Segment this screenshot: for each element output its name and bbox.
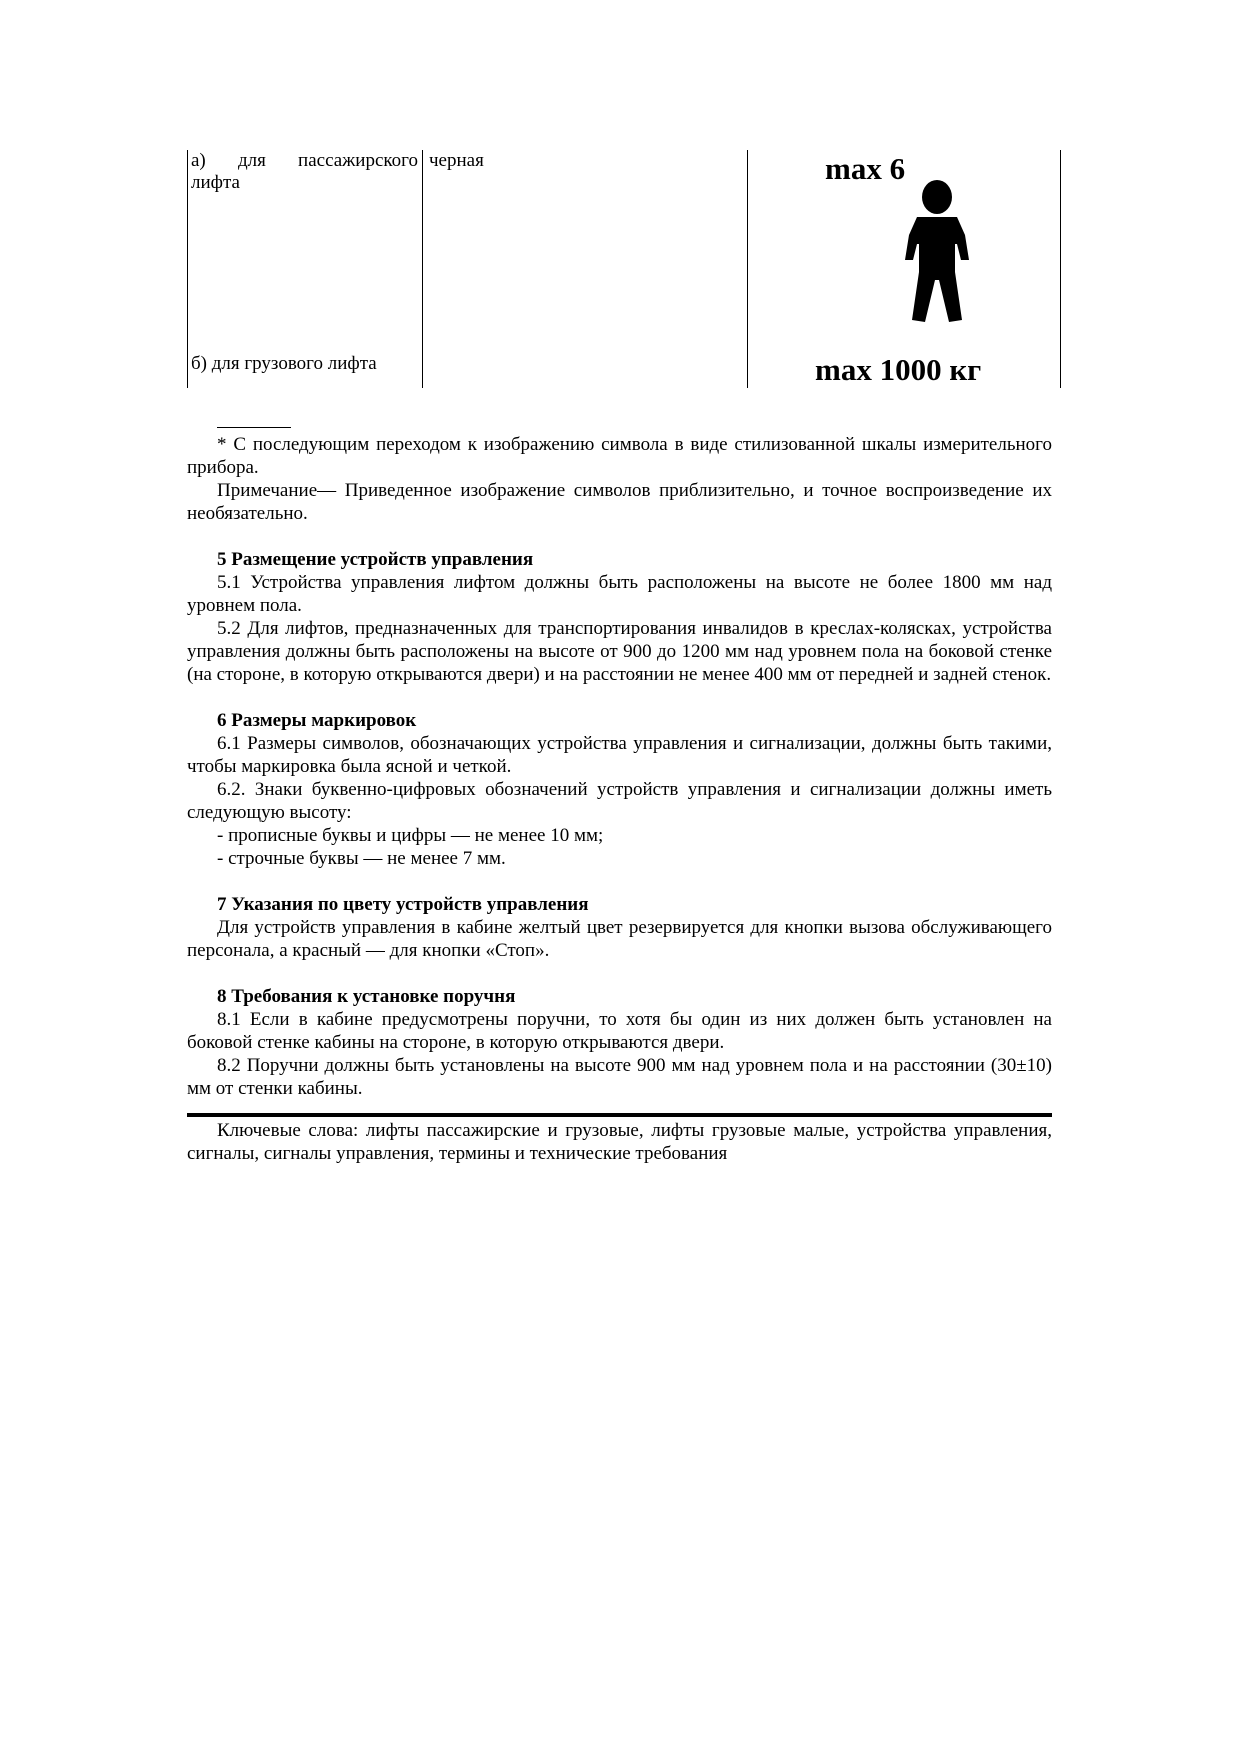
row-a-word: а) xyxy=(191,150,206,171)
list-item-uppercase: - прописные буквы и цифры — не менее 10 мм; xyxy=(217,825,604,846)
footnote: * С последующим переходом к изображению символа в виде стилизованной шкалы измерительного прибора. xyxy=(187,434,1052,478)
note: Примечание— Приведенное изображение символов приблизительно, и точное воспроизведение их необязательно. xyxy=(187,480,1052,524)
section-8-heading: 8 Требования к установке поручня xyxy=(217,986,516,1007)
row-a-word: пассажирского xyxy=(298,150,418,171)
keywords: Ключевые слова: лифты пассажирские и грузовые, лифты грузовые малые, устройства управления, сигналы, сигналы управления, термины и технические требования xyxy=(187,1120,1052,1164)
table-border-col1 xyxy=(422,150,423,388)
color-cell: черная xyxy=(429,150,484,171)
footnote-separator xyxy=(217,427,291,428)
table-border-right xyxy=(1060,150,1061,388)
list-item-lowercase: - строчные буквы — не менее 7 мм. xyxy=(217,848,506,869)
paragraph-7: Для устройств управления в кабине желтый цвет резервируется для кнопки вызова обслуживающего персонала, а красный — для кнопки «Стоп». xyxy=(187,917,1052,961)
symbol-table xyxy=(187,150,1062,388)
person-icon xyxy=(905,180,969,325)
table-border-col2 xyxy=(747,150,748,388)
paragraph-8-1: 8.1 Если в кабине предусмотрены поручни, то хотя бы один из них должен быть установлен на боковой стенке кабины на стороне, в которую открываются двери. xyxy=(187,1009,1052,1053)
paragraph-5-2: 5.2 Для лифтов, предназначенных для транспортирования инвалидов в креслах-колясках, устройства управления должны быть расположены на высоте от 900 до 1200 мм над уровнем пола на боковой стенке (на стороне, в которую открываются двери) и на расстоянии не менее 400 мм от передней и задней стенок. xyxy=(187,618,1052,685)
section-7-heading: 7 Указания по цвету устройств управления xyxy=(217,894,589,915)
section-6-heading: 6 Размеры маркировок xyxy=(217,710,417,731)
table-border-left xyxy=(187,150,188,388)
max-load-label: max 1000 кг xyxy=(815,352,982,387)
row-a-label xyxy=(191,150,418,194)
keywords-separator xyxy=(187,1113,1052,1117)
document-body xyxy=(187,416,1052,1165)
row-a-second-line: лифта xyxy=(191,172,240,193)
section-5-heading: 5 Размещение устройств управления xyxy=(217,549,534,570)
paragraph-6-1: 6.1 Размеры символов, обозначающих устройства управления и сигнализации, должны быть такими, чтобы маркировка была ясной и четкой. xyxy=(187,733,1052,777)
max-passengers-label: max 6 xyxy=(825,151,906,186)
row-a-first-line xyxy=(191,150,418,172)
paragraph-8-2: 8.2 Поручни должны быть установлены на высоте 900 мм над уровнем пола и на расстоянии (30±10) мм от стенки кабины. xyxy=(187,1055,1052,1099)
paragraph-6-2: 6.2. Знаки буквенно-цифровых обозначений устройств управления и сигнализации должны иметь следующую высоту: xyxy=(187,779,1052,823)
row-b-label: б) для грузового лифта xyxy=(191,353,377,374)
row-a-word: для xyxy=(237,150,266,171)
paragraph-5-1: 5.1 Устройства управления лифтом должны быть расположены на высоте не более 1800 мм над уровнем пола. xyxy=(187,572,1052,616)
